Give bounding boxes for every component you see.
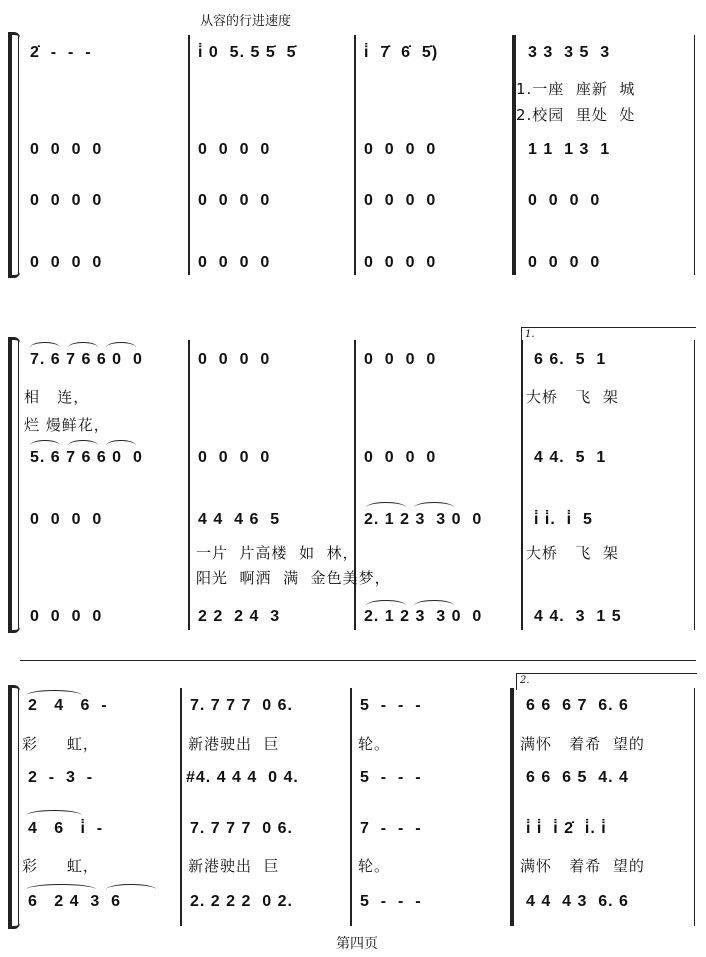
system-bracket xyxy=(8,688,12,926)
measure-cell: 2̇ - - - xyxy=(30,44,92,61)
lyric-row xyxy=(0,542,706,566)
measure-cell: 7. 6 7 6 6 0 0 xyxy=(30,351,143,368)
measure-cell: 4 4. 3 1 5 xyxy=(534,608,622,625)
staff-row xyxy=(0,769,706,793)
lyric-row xyxy=(0,567,706,591)
lyric-cell: 大桥 飞 架 xyxy=(526,388,619,406)
volta-bracket-1 xyxy=(521,327,696,344)
measure-cell: 0 0 0 0 xyxy=(364,449,437,466)
measure-cell: 7 - - - xyxy=(360,820,422,837)
measure-cell: 2. 1 2 3 3 0 0 xyxy=(364,511,483,528)
measure-cell: 0 0 0 0 xyxy=(30,192,103,209)
measure-cell: 0 0 0 0 xyxy=(364,192,437,209)
barline xyxy=(350,688,352,926)
staff-row xyxy=(0,820,706,844)
lyric-cell: 2.校园 里处 处 xyxy=(516,106,636,124)
lyric-cell: 相 连， xyxy=(24,388,90,406)
system-top-line xyxy=(20,660,696,661)
measure-cell: 1 1 1 3 1 xyxy=(528,141,611,158)
measure-cell: 0 0 0 0 xyxy=(30,254,103,271)
lyric-cell: 阳光 啊洒 满 金色美梦， xyxy=(196,569,391,587)
measure-cell: i̇ 7̇ 6̇ 5̇) xyxy=(364,44,439,61)
lyric-cell: 1.一座 座新 城 xyxy=(516,80,636,98)
lyric-cell: 烂 熳鲜花， xyxy=(24,416,110,434)
page-number: 第四页 xyxy=(336,936,378,952)
staff-row xyxy=(0,449,706,473)
staff-row xyxy=(0,511,706,535)
lyric-cell: 彩 虹， xyxy=(22,857,99,875)
measure-cell: 0 0 0 0 xyxy=(30,511,103,528)
measure-cell: 0 0 0 0 xyxy=(198,141,271,158)
measure-cell: 0 0 0 0 xyxy=(198,449,271,466)
measure-cell: 7. 7 7 7 0 6. xyxy=(190,820,293,837)
measure-cell: 3 3 3 5 3 xyxy=(528,44,611,61)
measure-cell: 0 0 0 0 xyxy=(198,254,271,271)
measure-cell: 0 0 0 0 xyxy=(364,254,437,271)
lyric-row xyxy=(0,414,706,438)
system-barline-start xyxy=(18,688,19,926)
measure-cell: #4. 4 4 4 0 4. xyxy=(186,769,299,786)
volta-label: 2. xyxy=(520,675,530,686)
measure-cell: 2 - 3 - xyxy=(28,769,94,786)
lyric-cell: 轮。 xyxy=(358,735,391,753)
measure-cell: 2 2 2 4 3 xyxy=(198,608,281,625)
staff-row xyxy=(0,697,706,721)
tempo-marking: 从容的行进速度 xyxy=(200,14,292,29)
measure-cell: 0 0 0 0 xyxy=(528,254,601,271)
measure-cell: 4 4 4 3 6. 6 xyxy=(526,893,629,910)
measure-cell: 0 0 0 0 xyxy=(528,192,601,209)
measure-cell: 2 4 6 - xyxy=(28,697,108,714)
lyric-cell: 满怀 着希 望的 xyxy=(520,735,645,753)
lyric-row xyxy=(0,855,706,879)
measure-cell: 6 6 6 5 4. 4 xyxy=(526,769,629,786)
measure-cell: 0 0 0 0 xyxy=(30,141,103,158)
measure-cell: 0 0 0 0 xyxy=(198,351,271,368)
staff-row xyxy=(0,254,706,278)
repeat-barline xyxy=(510,688,514,926)
measure-cell: i̇ i̇ i̇ 2̇ i̇. i̇ xyxy=(526,820,607,837)
measure-cell: 4 4 4 6 5 xyxy=(198,511,281,528)
barline xyxy=(694,688,695,926)
measure-cell: 6 6 6 7 6. 6 xyxy=(526,697,629,714)
measure-cell: 0 0 0 0 xyxy=(364,141,437,158)
lyric-cell: 轮。 xyxy=(358,857,391,875)
measure-cell: 5. 6 7 6 6 0 0 xyxy=(30,449,143,466)
staff-row xyxy=(0,141,706,165)
measure-cell: 5 - - - xyxy=(360,697,422,714)
lyric-cell: 满怀 着希 望的 xyxy=(520,857,645,875)
measure-cell: 0 0 0 0 xyxy=(364,351,437,368)
lyric-row xyxy=(0,386,706,410)
measure-cell: 4 6 i̇ - xyxy=(28,820,104,837)
lyric-cell: 一片 片高楼 如 林， xyxy=(196,544,359,562)
lyric-cell: 新港驶出 巨 xyxy=(188,857,280,875)
lyric-cell: 彩 虹， xyxy=(22,735,99,753)
measure-cell: 5 - - - xyxy=(360,769,422,786)
staff-row xyxy=(0,893,706,917)
barline xyxy=(180,688,182,926)
lyric-cell: 大桥 飞 架 xyxy=(526,544,619,562)
staff-row xyxy=(0,351,706,375)
measure-cell: 7. 7 7 7 0 6. xyxy=(190,697,293,714)
lyric-row xyxy=(0,733,706,757)
staff-row xyxy=(0,44,706,68)
lyric-cell: 新港驶出 巨 xyxy=(188,735,280,753)
measure-cell: 0 0 0 0 xyxy=(198,192,271,209)
staff-row xyxy=(0,608,706,632)
measure-cell: i̇ 0 5. 5 5̇ 5̇ xyxy=(198,44,297,61)
volta-label: 1. xyxy=(525,329,535,340)
measure-cell: 2. 2 2 2 0 2. xyxy=(190,893,293,910)
lyric-row xyxy=(0,78,706,102)
measure-cell: 0 0 0 0 xyxy=(30,608,103,625)
measure-cell: i̇ i̇. i̇ 5 xyxy=(534,511,593,528)
measure-cell: 4 4. 5 1 xyxy=(534,449,607,466)
staff-row xyxy=(0,192,706,216)
lyric-row xyxy=(0,104,706,128)
measure-cell: 6 6. 5 1 xyxy=(534,351,607,368)
measure-cell: 2. 1 2 3 3 0 0 xyxy=(364,608,483,625)
measure-cell: 5 - - - xyxy=(360,893,422,910)
measure-cell: 6 2 4 3 6 xyxy=(28,893,122,910)
volta-bracket-2 xyxy=(516,673,697,690)
